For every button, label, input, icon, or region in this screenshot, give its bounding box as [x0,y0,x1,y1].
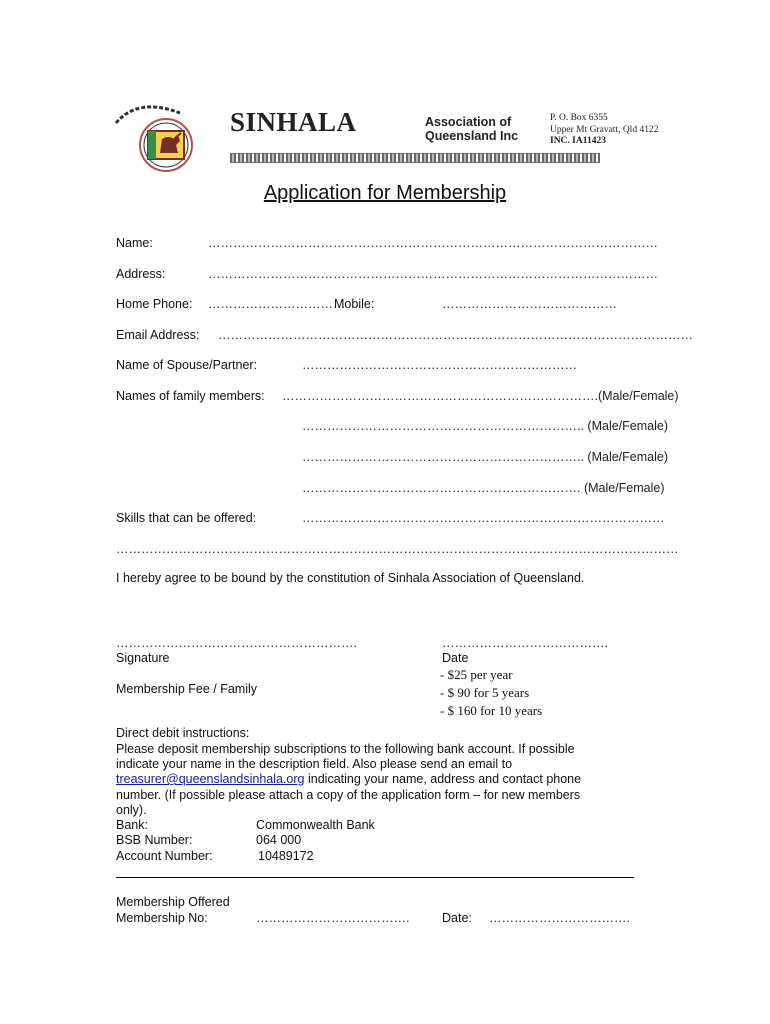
fee-option-2: - $ 90 for 5 years [440,685,530,700]
membership-no-field[interactable]: ………………………………. [256,911,410,925]
skills-field[interactable]: …………………………………………………………………………… [302,511,665,525]
debit-line-1: Please deposit membership subscriptions to the following bank account. If possible [116,742,575,756]
email-field[interactable]: …………………………………………………………………………………………………… [218,328,693,342]
fee-option-3: - $ 160 for 10 years [440,703,543,718]
account-number-label: Account Number: [116,849,213,863]
treasurer-email-link[interactable]: treasurer@queenslandsinhala.org [116,772,305,786]
membership-fee-label: Membership Fee / Family [116,682,258,696]
debit-line-2: indicate your name in the description field. Also please send an email to [116,757,513,771]
letterhead [108,95,668,175]
membership-no-label: Membership No: [116,911,208,925]
assoc-line-1: Association of [425,115,512,129]
debit-line-3 [116,772,581,786]
office-date-field[interactable]: ……………………………. [489,911,630,925]
family-members-label: Names of family members: [116,389,265,403]
agreement-statement: I hereby agree to be bound by the constitution of Sinhala Association of Queensland. [116,571,585,585]
date-field[interactable]: …………………………………. [442,636,608,650]
decorative-border [230,153,600,163]
mobile-field[interactable]: …………………………………… [442,297,617,311]
date-label: Date [442,651,469,665]
po-box-line: P. O. Box 6355 [550,113,608,123]
letterhead-address [550,113,658,148]
home-phone-field[interactable]: …………………………… [208,297,346,311]
signature-field[interactable]: …………………………………………………. [116,636,357,650]
direct-debit-heading: Direct debit instructions: [116,726,250,740]
name-field[interactable]: ……………………………………………………………………………………………… [208,236,658,250]
address-label: Address: [116,267,166,281]
email-label: Email Address: [116,328,200,342]
home-phone-label: Home Phone: [116,297,193,311]
signature-label: Signature [116,651,170,665]
debit-line-4: number. (If possible please attach a copy of the application form – for new members [116,788,581,802]
skills-field-continued[interactable]: ……………………………………………………………………………………………………………………… [116,542,679,556]
bank-label: Bank: [116,818,148,832]
family-member-field-2[interactable]: ………………………………………………………….. (Male/Female) [302,419,668,433]
family-member-field-4[interactable]: …………………………………………………………. (Male/Female) [302,481,665,495]
spouse-label: Name of Spouse/Partner: [116,358,258,372]
assoc-line-2: Queensland Inc [425,129,519,143]
bank-value: Commonwealth Bank [256,818,375,832]
letterhead-sinhala-word: SINHALA [230,107,357,137]
address-field[interactable]: ……………………………………………………………………………………………… [208,267,658,281]
office-use-divider [116,877,634,878]
spouse-field[interactable]: ………………………………………………………… [302,358,577,372]
mobile-label: Mobile: [334,297,375,311]
incorporation-line: INC. IA11423 [550,136,606,146]
fee-option-1: - $25 per year [440,667,513,682]
bsb-value: 064 000 [256,833,302,847]
association-logo [108,95,223,175]
membership-offered-label: Membership Offered [116,895,230,909]
bsb-label: BSB Number: [116,833,193,847]
account-number-value: 10489172 [258,849,314,863]
suburb-line: Upper Mt Gravatt, Qld 4122 [550,124,659,135]
debit-line-5: only). [116,803,147,817]
skills-label: Skills that can be offered: [116,511,257,525]
family-member-field-1[interactable]: ………………………………………………………………….(Male/Female) [282,389,679,403]
family-member-field-3[interactable]: ………………………………………………………….. (Male/Female) [302,450,668,464]
name-label: Name: [116,236,153,250]
debit-line-3-rest: indicating your name, address and contact phone [304,772,582,786]
office-date-label: Date: [442,911,472,925]
letterhead-association-name [425,115,518,143]
form-title: Application for Membership [263,182,507,204]
